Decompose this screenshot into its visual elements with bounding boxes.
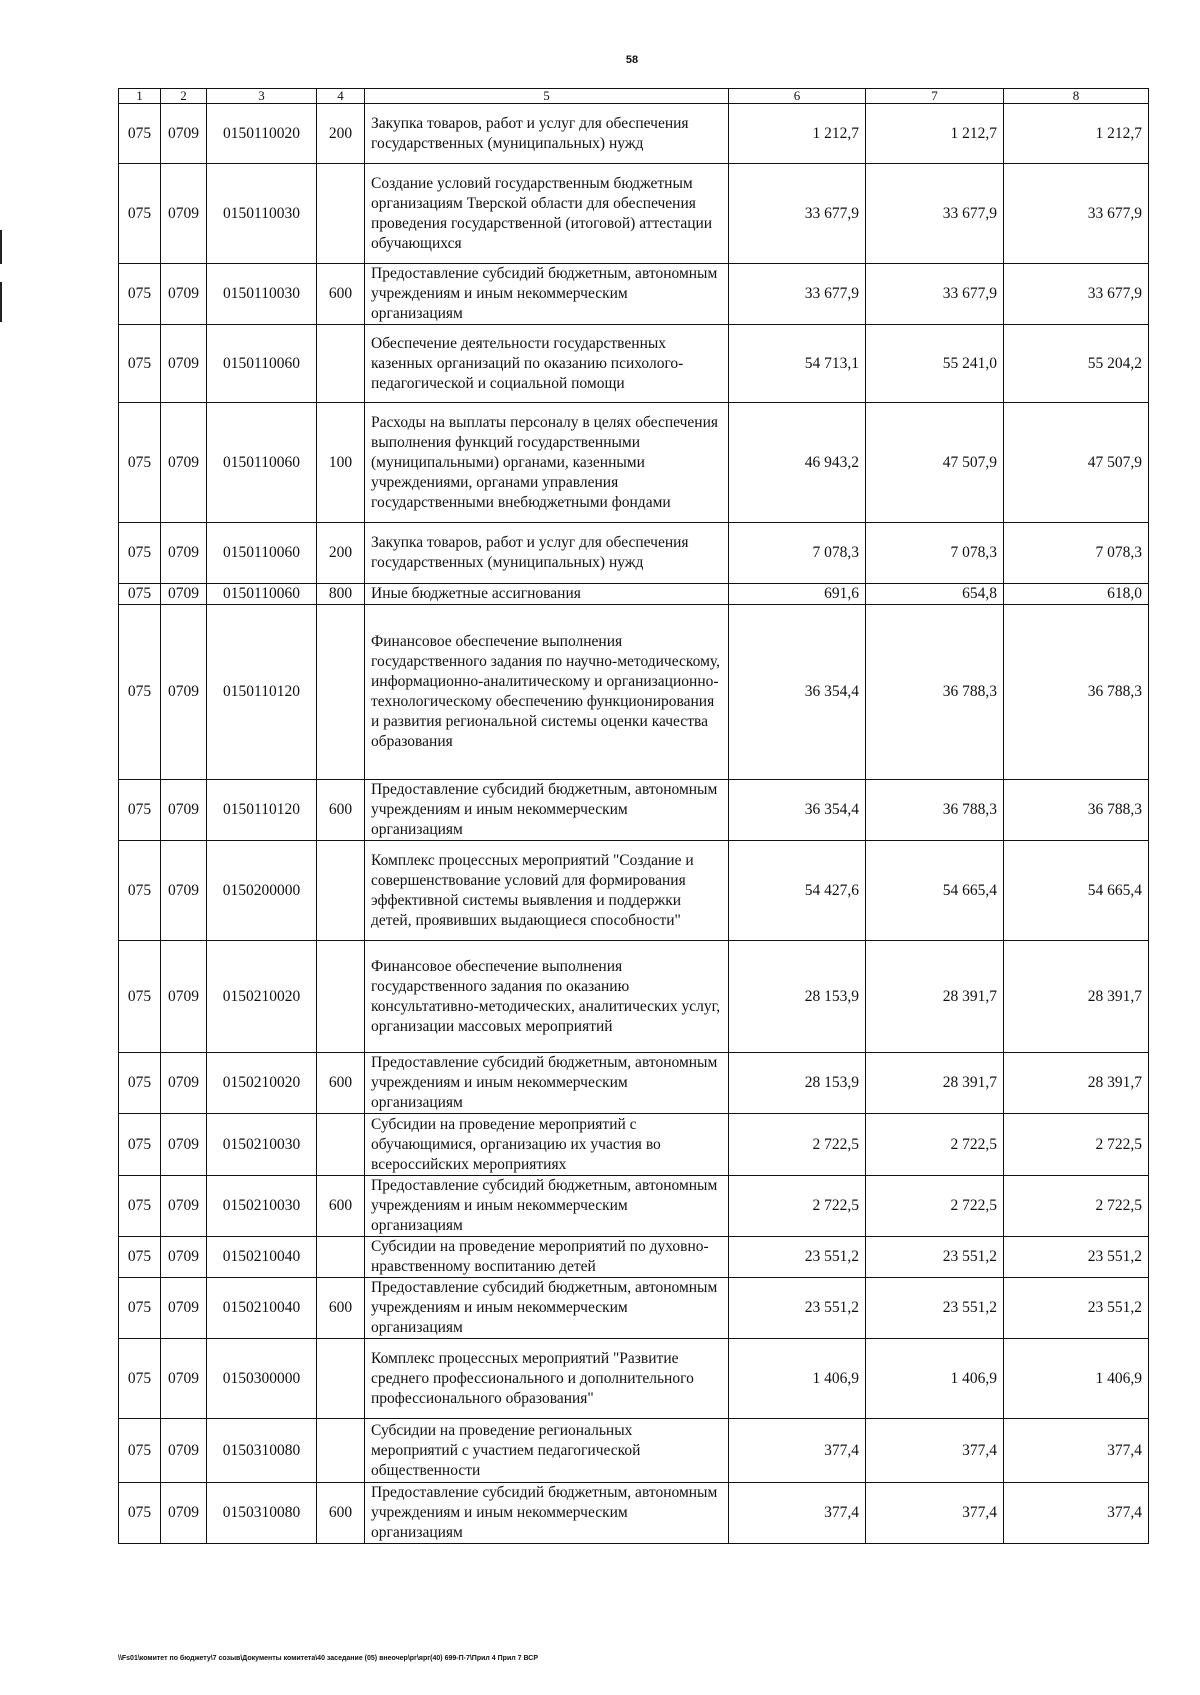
column-header: 5 xyxy=(365,89,729,104)
column-header: 4 xyxy=(317,89,365,104)
cell-value-col7: 2 722,5 xyxy=(866,1176,1004,1237)
cell-expense-type xyxy=(317,164,365,264)
cell-value-col6: 2 722,5 xyxy=(729,1176,866,1237)
cell-target-article: 0150110030 xyxy=(207,264,317,325)
page-number: 58 xyxy=(625,54,639,66)
cell-ministry-code: 075 xyxy=(119,605,161,780)
cell-target-article: 0150210020 xyxy=(207,941,317,1053)
cell-item-name: Предоставление субсидий бюджетным, автономным учреждениям и иным некоммерческим организациям xyxy=(365,1483,729,1544)
table-row xyxy=(119,523,1149,584)
cell-target-article: 0150210030 xyxy=(207,1176,317,1237)
cell-value-col6: 36 354,4 xyxy=(729,605,866,780)
cell-value-col7: 1 212,7 xyxy=(866,104,1004,164)
cell-target-article: 0150110060 xyxy=(207,584,317,605)
cell-ministry-code: 075 xyxy=(119,403,161,523)
cell-value-col8: 1 212,7 xyxy=(1004,104,1149,164)
cell-ministry-code: 075 xyxy=(119,325,161,403)
cell-expense-type: 600 xyxy=(317,1483,365,1544)
cell-item-name: Субсидии на проведение мероприятий с обучающимися, организацию их участия во всероссийских мероприятиях xyxy=(365,1114,729,1176)
cell-item-name: Предоставление субсидий бюджетным, автономным учреждениям и иным некоммерческим организациям xyxy=(365,1278,729,1339)
cell-value-col8: 7 078,3 xyxy=(1004,523,1149,584)
cell-section-code: 0709 xyxy=(161,1237,207,1278)
cell-value-col8: 36 788,3 xyxy=(1004,605,1149,780)
cell-target-article: 0150200000 xyxy=(207,841,317,941)
cell-section-code: 0709 xyxy=(161,1419,207,1483)
cell-value-col7: 23 551,2 xyxy=(866,1237,1004,1278)
cell-expense-type: 600 xyxy=(317,1053,365,1114)
table-row xyxy=(119,264,1149,325)
cell-value-col8: 33 677,9 xyxy=(1004,264,1149,325)
cell-value-col7: 654,8 xyxy=(866,584,1004,605)
cell-section-code: 0709 xyxy=(161,1339,207,1419)
cell-expense-type: 600 xyxy=(317,780,365,841)
cell-section-code: 0709 xyxy=(161,1114,207,1176)
table-row xyxy=(119,1114,1149,1176)
table-row xyxy=(119,164,1149,264)
table-row xyxy=(119,1053,1149,1114)
file-path-footer: \\Fs01\комитет по бюджету\7 созыв\Документы комитета\40 заседание (05) внеочер\рг\ярг(40) 699-П-7\Прил 4 Прил 7 ВСР xyxy=(118,1655,538,1662)
cell-section-code: 0709 xyxy=(161,941,207,1053)
cell-expense-type: 600 xyxy=(317,264,365,325)
cell-expense-type xyxy=(317,941,365,1053)
cell-value-col8: 2 722,5 xyxy=(1004,1114,1149,1176)
cell-section-code: 0709 xyxy=(161,1053,207,1114)
cell-target-article: 0150110030 xyxy=(207,164,317,264)
cell-value-col6: 377,4 xyxy=(729,1419,866,1483)
cell-value-col8: 23 551,2 xyxy=(1004,1237,1149,1278)
cell-value-col6: 691,6 xyxy=(729,584,866,605)
cell-value-col8: 36 788,3 xyxy=(1004,780,1149,841)
cell-item-name: Предоставление субсидий бюджетным, автономным учреждениям и иным некоммерческим организациям xyxy=(365,264,729,325)
cell-item-name: Создание условий государственным бюджетным организациям Тверской области для обеспечения проведения государственной (итоговой) аттестации обучающихся xyxy=(365,164,729,264)
cell-target-article: 0150110120 xyxy=(207,605,317,780)
column-header: 1 xyxy=(119,89,161,104)
cell-value-col6: 1 212,7 xyxy=(729,104,866,164)
cell-ministry-code: 075 xyxy=(119,1114,161,1176)
cell-expense-type: 600 xyxy=(317,1278,365,1339)
cell-ministry-code: 075 xyxy=(119,584,161,605)
cell-value-col6: 33 677,9 xyxy=(729,264,866,325)
cell-ministry-code: 075 xyxy=(119,1483,161,1544)
cell-item-name: Расходы на выплаты персоналу в целях обеспечения выполнения функций государственными (муниципальными) органами, казенными учреждениями, органами управления государственными внебюджетными фондами xyxy=(365,403,729,523)
cell-item-name: Комплекс процессных мероприятий "Создание и совершенствование условий для формирования эффективной системы выявления и поддержки детей, проявивших выдающиеся способности" xyxy=(365,841,729,941)
cell-value-col8: 618,0 xyxy=(1004,584,1149,605)
budget-table xyxy=(118,88,1149,1544)
cell-value-col7: 47 507,9 xyxy=(866,403,1004,523)
cell-expense-type xyxy=(317,325,365,403)
cell-value-col8: 23 551,2 xyxy=(1004,1278,1149,1339)
table-row xyxy=(119,841,1149,941)
column-header: 2 xyxy=(161,89,207,104)
column-header: 8 xyxy=(1004,89,1149,104)
cell-item-name: Иные бюджетные ассигнования xyxy=(365,584,729,605)
table-row xyxy=(119,1237,1149,1278)
cell-value-col7: 36 788,3 xyxy=(866,780,1004,841)
cell-value-col8: 47 507,9 xyxy=(1004,403,1149,523)
cell-value-col6: 1 406,9 xyxy=(729,1339,866,1419)
cell-target-article: 0150210030 xyxy=(207,1114,317,1176)
table-row xyxy=(119,325,1149,403)
table-row xyxy=(119,403,1149,523)
scan-margin-mark xyxy=(0,282,2,322)
cell-value-col8: 54 665,4 xyxy=(1004,841,1149,941)
table-row xyxy=(119,1483,1149,1544)
cell-value-col7: 55 241,0 xyxy=(866,325,1004,403)
cell-value-col7: 36 788,3 xyxy=(866,605,1004,780)
cell-value-col8: 1 406,9 xyxy=(1004,1339,1149,1419)
cell-value-col6: 2 722,5 xyxy=(729,1114,866,1176)
cell-target-article: 0150110020 xyxy=(207,104,317,164)
table-row xyxy=(119,1339,1149,1419)
cell-expense-type xyxy=(317,1339,365,1419)
cell-section-code: 0709 xyxy=(161,104,207,164)
cell-ministry-code: 075 xyxy=(119,1339,161,1419)
column-header: 6 xyxy=(729,89,866,104)
cell-ministry-code: 075 xyxy=(119,523,161,584)
cell-section-code: 0709 xyxy=(161,841,207,941)
cell-value-col8: 377,4 xyxy=(1004,1483,1149,1544)
cell-item-name: Закупка товаров, работ и услуг для обеспечения государственных (муниципальных) нужд xyxy=(365,104,729,164)
table-row xyxy=(119,584,1149,605)
cell-value-col6: 36 354,4 xyxy=(729,780,866,841)
cell-value-col7: 1 406,9 xyxy=(866,1339,1004,1419)
cell-target-article: 0150110060 xyxy=(207,325,317,403)
cell-item-name: Субсидии на проведение мероприятий по духовно-нравственному воспитанию детей xyxy=(365,1237,729,1278)
table-row xyxy=(119,1278,1149,1339)
cell-value-col6: 28 153,9 xyxy=(729,1053,866,1114)
cell-value-col7: 377,4 xyxy=(866,1419,1004,1483)
cell-value-col6: 33 677,9 xyxy=(729,164,866,264)
cell-target-article: 0150110120 xyxy=(207,780,317,841)
cell-value-col8: 28 391,7 xyxy=(1004,1053,1149,1114)
header-row xyxy=(119,89,1149,104)
cell-item-name: Финансовое обеспечение выполнения государственного задания по научно-методическому, информационно-аналитическому и организационно-технологическому обеспечению функционирования и развития региональной системы оценки качества образования xyxy=(365,605,729,780)
cell-expense-type xyxy=(317,841,365,941)
cell-ministry-code: 075 xyxy=(119,841,161,941)
cell-item-name: Предоставление субсидий бюджетным, автономным учреждениям и иным некоммерческим организациям xyxy=(365,1176,729,1237)
cell-section-code: 0709 xyxy=(161,1278,207,1339)
cell-section-code: 0709 xyxy=(161,584,207,605)
cell-item-name: Обеспечение деятельности государственных казенных организаций по оказанию психолого-педагогической и социальной помощи xyxy=(365,325,729,403)
cell-target-article: 0150300000 xyxy=(207,1339,317,1419)
column-header: 7 xyxy=(866,89,1004,104)
cell-target-article: 0150210040 xyxy=(207,1237,317,1278)
cell-expense-type xyxy=(317,1114,365,1176)
cell-value-col7: 33 677,9 xyxy=(866,264,1004,325)
cell-ministry-code: 075 xyxy=(119,164,161,264)
cell-ministry-code: 075 xyxy=(119,104,161,164)
cell-value-col8: 33 677,9 xyxy=(1004,164,1149,264)
cell-value-col6: 46 943,2 xyxy=(729,403,866,523)
cell-target-article: 0150310080 xyxy=(207,1419,317,1483)
cell-ministry-code: 075 xyxy=(119,264,161,325)
cell-target-article: 0150310080 xyxy=(207,1483,317,1544)
cell-value-col7: 54 665,4 xyxy=(866,841,1004,941)
table-row xyxy=(119,605,1149,780)
cell-value-col7: 377,4 xyxy=(866,1483,1004,1544)
table-row xyxy=(119,1419,1149,1483)
cell-expense-type: 600 xyxy=(317,1176,365,1237)
cell-item-name: Закупка товаров, работ и услуг для обеспечения государственных (муниципальных) нужд xyxy=(365,523,729,584)
cell-item-name: Комплекс процессных мероприятий "Развитие среднего профессионального и дополнительного профессионального образования" xyxy=(365,1339,729,1419)
cell-value-col7: 28 391,7 xyxy=(866,941,1004,1053)
cell-value-col7: 28 391,7 xyxy=(866,1053,1004,1114)
cell-section-code: 0709 xyxy=(161,325,207,403)
cell-target-article: 0150210040 xyxy=(207,1278,317,1339)
cell-value-col6: 54 713,1 xyxy=(729,325,866,403)
cell-ministry-code: 075 xyxy=(119,1053,161,1114)
cell-target-article: 0150210020 xyxy=(207,1053,317,1114)
cell-value-col7: 23 551,2 xyxy=(866,1278,1004,1339)
cell-value-col8: 55 204,2 xyxy=(1004,325,1149,403)
cell-item-name: Предоставление субсидий бюджетным, автономным учреждениям и иным некоммерческим организациям xyxy=(365,1053,729,1114)
cell-expense-type: 100 xyxy=(317,403,365,523)
cell-expense-type xyxy=(317,1419,365,1483)
cell-expense-type: 800 xyxy=(317,584,365,605)
cell-section-code: 0709 xyxy=(161,164,207,264)
cell-section-code: 0709 xyxy=(161,403,207,523)
cell-value-col8: 2 722,5 xyxy=(1004,1176,1149,1237)
cell-value-col6: 23 551,2 xyxy=(729,1237,866,1278)
cell-value-col6: 23 551,2 xyxy=(729,1278,866,1339)
cell-value-col7: 7 078,3 xyxy=(866,523,1004,584)
cell-target-article: 0150110060 xyxy=(207,403,317,523)
table-row xyxy=(119,104,1149,164)
scan-margin-mark xyxy=(0,230,2,264)
table-row xyxy=(119,941,1149,1053)
cell-expense-type xyxy=(317,605,365,780)
cell-value-col7: 2 722,5 xyxy=(866,1114,1004,1176)
cell-section-code: 0709 xyxy=(161,264,207,325)
table-row xyxy=(119,780,1149,841)
cell-expense-type xyxy=(317,1237,365,1278)
column-header: 3 xyxy=(207,89,317,104)
cell-item-name: Субсидии на проведение региональных мероприятий с участием педагогической общественности xyxy=(365,1419,729,1483)
cell-item-name: Финансовое обеспечение выполнения государственного задания по оказанию консультативно-методических, аналитических услуг, организации массовых мероприятий xyxy=(365,941,729,1053)
cell-section-code: 0709 xyxy=(161,605,207,780)
cell-section-code: 0709 xyxy=(161,523,207,584)
cell-target-article: 0150110060 xyxy=(207,523,317,584)
cell-item-name: Предоставление субсидий бюджетным, автономным учреждениям и иным некоммерческим организациям xyxy=(365,780,729,841)
cell-section-code: 0709 xyxy=(161,1483,207,1544)
cell-value-col7: 33 677,9 xyxy=(866,164,1004,264)
cell-value-col6: 377,4 xyxy=(729,1483,866,1544)
cell-value-col6: 7 078,3 xyxy=(729,523,866,584)
cell-expense-type: 200 xyxy=(317,104,365,164)
cell-ministry-code: 075 xyxy=(119,1237,161,1278)
cell-ministry-code: 075 xyxy=(119,1419,161,1483)
cell-section-code: 0709 xyxy=(161,1176,207,1237)
cell-expense-type: 200 xyxy=(317,523,365,584)
table-row xyxy=(119,1176,1149,1237)
cell-value-col8: 377,4 xyxy=(1004,1419,1149,1483)
cell-value-col6: 28 153,9 xyxy=(729,941,866,1053)
cell-ministry-code: 075 xyxy=(119,1176,161,1237)
cell-ministry-code: 075 xyxy=(119,1278,161,1339)
cell-value-col8: 28 391,7 xyxy=(1004,941,1149,1053)
cell-section-code: 0709 xyxy=(161,780,207,841)
cell-ministry-code: 075 xyxy=(119,941,161,1053)
cell-ministry-code: 075 xyxy=(119,780,161,841)
cell-value-col6: 54 427,6 xyxy=(729,841,866,941)
table-body xyxy=(119,104,1149,1544)
